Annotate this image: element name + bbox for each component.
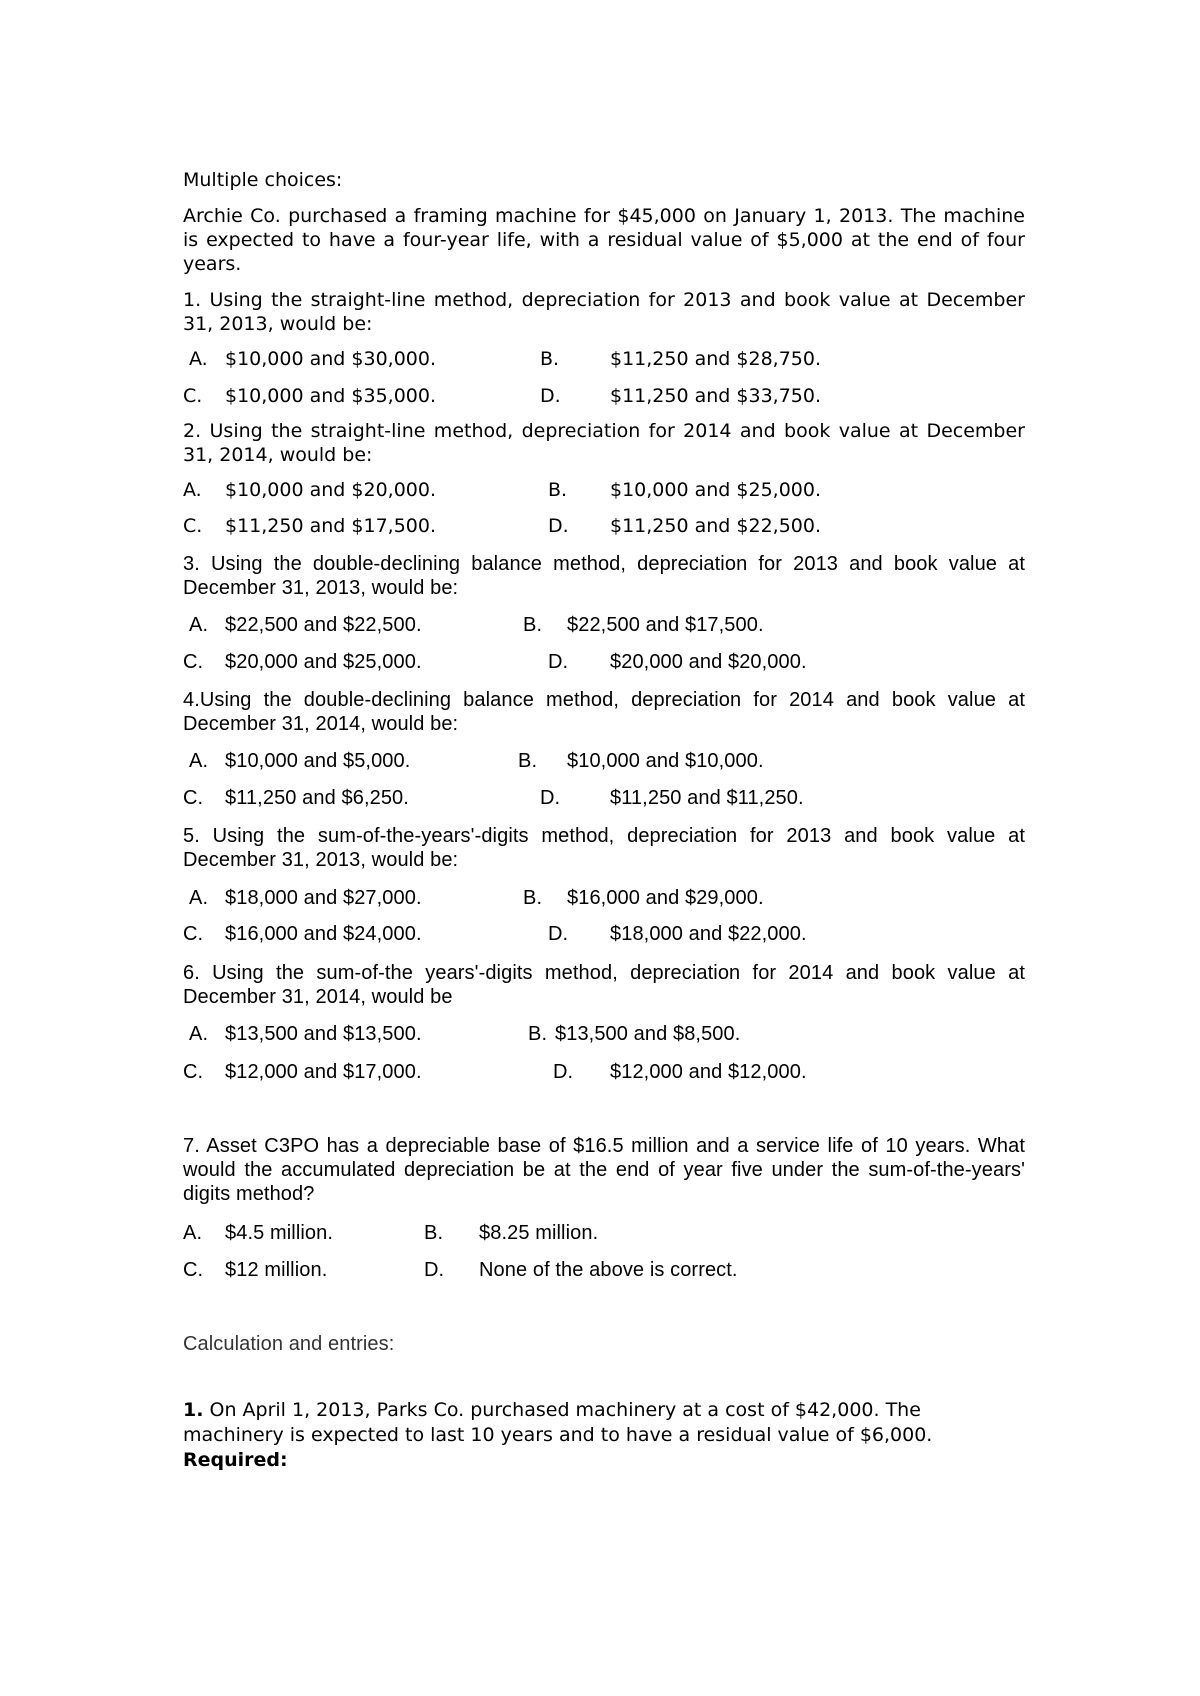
option-letter: D.	[540, 787, 561, 809]
option-letter: A.	[189, 1023, 209, 1045]
option-letter: C.	[183, 385, 203, 407]
problem-paragraph	[183, 1398, 1025, 1448]
option-letter: A.	[189, 887, 209, 909]
option-letter: B.	[540, 348, 560, 370]
options-row-q2-cd	[183, 514, 1025, 538]
options-row-q4-cd	[183, 786, 1025, 810]
options-row-q1-cd	[183, 384, 1025, 408]
options-row-q4-ab	[183, 749, 1025, 773]
option-text: $13,500 and $8,500.	[555, 1023, 741, 1045]
option-text: $4.5 million.	[225, 1222, 334, 1244]
options-row-q3-ab	[183, 613, 1025, 637]
question-4: 4.Using the double-declining balance method, depreciation for 2014 and book value at December 31, 2014, would be:	[183, 689, 1025, 735]
option-letter: C.	[183, 1259, 204, 1281]
option-letter: C.	[183, 651, 204, 673]
calculation-heading: Calculation and entries:	[183, 1333, 395, 1355]
option-letter: A.	[183, 1222, 203, 1244]
intro-paragraph: Archie Co. purchased a framing machine for $45,000 on January 1, 2013. The machine is expected to have a four-year life, with a residual value of $5,000 at the end of four years.	[183, 205, 1025, 275]
option-letter: C.	[183, 1061, 204, 1083]
option-letter: D.	[540, 385, 561, 407]
options-row-q5-ab	[183, 886, 1025, 910]
option-letter: D.	[548, 515, 569, 537]
option-letter: A.	[189, 348, 208, 370]
option-text: $18,000 and $22,000.	[610, 923, 807, 945]
option-text: $12,000 and $12,000.	[610, 1061, 807, 1083]
question-6: 6. Using the sum-of-the years'-digits method, depreciation for 2014 and book value at December 31, 2014, would be	[183, 962, 1025, 1008]
question-3: 3. Using the double-declining balance method, depreciation for 2013 and book value at December 31, 2013, would be:	[183, 553, 1025, 599]
options-row-q7-cd	[183, 1258, 1025, 1282]
option-text: None of the above is correct.	[479, 1259, 738, 1281]
option-letter: C.	[183, 923, 204, 945]
option-text: $13,500 and $13,500.	[225, 1023, 422, 1045]
required-label: Required:	[183, 1449, 288, 1471]
option-text: $11,250 and $11,250.	[610, 787, 804, 809]
options-row-q5-cd	[183, 922, 1025, 946]
question-2: 2. Using the straight-line method, depreciation for 2014 and book value at December 31, 2014, would be:	[183, 420, 1025, 466]
option-letter: D.	[424, 1259, 445, 1281]
option-text: $11,250 and $33,750.	[610, 385, 822, 407]
option-text: $11,250 and $28,750.	[610, 348, 822, 370]
option-text: $11,250 and $17,500.	[225, 515, 437, 537]
option-text: $12 million.	[225, 1259, 328, 1281]
option-text: $18,000 and $27,000.	[225, 887, 422, 909]
option-letter: A.	[189, 750, 209, 772]
option-letter: A.	[189, 614, 209, 636]
option-text: $10,000 and $25,000.	[610, 479, 822, 501]
option-text: $20,000 and $25,000.	[225, 651, 422, 673]
option-letter: B.	[523, 614, 543, 636]
option-letter: D.	[553, 1061, 574, 1083]
options-row-q6-ab	[183, 1022, 1025, 1046]
option-letter: B.	[523, 887, 543, 909]
options-row-q6-cd	[183, 1060, 1025, 1084]
option-letter: B.	[518, 750, 538, 772]
option-text: $11,250 and $6,250.	[225, 787, 409, 809]
options-row-q3-cd	[183, 650, 1025, 674]
option-text: $11,250 and $22,500.	[610, 515, 822, 537]
option-letter: A.	[183, 479, 202, 501]
option-text: $10,000 and $35,000.	[225, 385, 437, 407]
problem-number: 1.	[183, 1399, 204, 1421]
option-text: $10,000 and $10,000.	[567, 750, 764, 772]
option-text: $22,500 and $22,500.	[225, 614, 422, 636]
problem-text: On April 1, 2013, Parks Co. purchased machinery at a cost of $42,000. The machinery is expected to last 10 years and to have a residual value of $6,000.	[183, 1399, 933, 1446]
option-letter: B.	[424, 1222, 444, 1244]
option-text: $8.25 million.	[479, 1222, 599, 1244]
options-row-q2-ab	[183, 478, 1025, 502]
option-text: $16,000 and $29,000.	[567, 887, 764, 909]
option-letter: C.	[183, 515, 203, 537]
option-text: $22,500 and $17,500.	[567, 614, 764, 636]
options-row-q1-ab	[183, 347, 1025, 371]
question-1: 1. Using the straight-line method, depreciation for 2013 and book value at December 31, 2013, would be:	[183, 289, 1025, 335]
option-text: $20,000 and $20,000.	[610, 651, 807, 673]
question-7: 7. Asset C3PO has a depreciable base of $16.5 million and a service life of 10 years. What would the accumulated depreciation be at the end of year five under the sum-of-the-years' digits method?	[183, 1135, 1025, 1205]
option-text: $16,000 and $24,000.	[225, 923, 422, 945]
option-letter: D.	[548, 923, 569, 945]
question-5: 5. Using the sum-of-the-years'-digits method, depreciation for 2013 and book value at December 31, 2013, would be:	[183, 825, 1025, 871]
option-text: $12,000 and $17,000.	[225, 1061, 422, 1083]
option-letter: B.	[548, 479, 568, 501]
option-text: $10,000 and $30,000.	[225, 348, 437, 370]
option-letter: D.	[548, 651, 569, 673]
option-letter: B.	[528, 1023, 548, 1045]
section-heading: Multiple choices:	[183, 169, 343, 191]
option-text: $10,000 and $5,000.	[225, 750, 411, 772]
option-letter: C.	[183, 787, 204, 809]
options-row-q7-ab	[183, 1221, 1025, 1245]
option-text: $10,000 and $20,000.	[225, 479, 437, 501]
